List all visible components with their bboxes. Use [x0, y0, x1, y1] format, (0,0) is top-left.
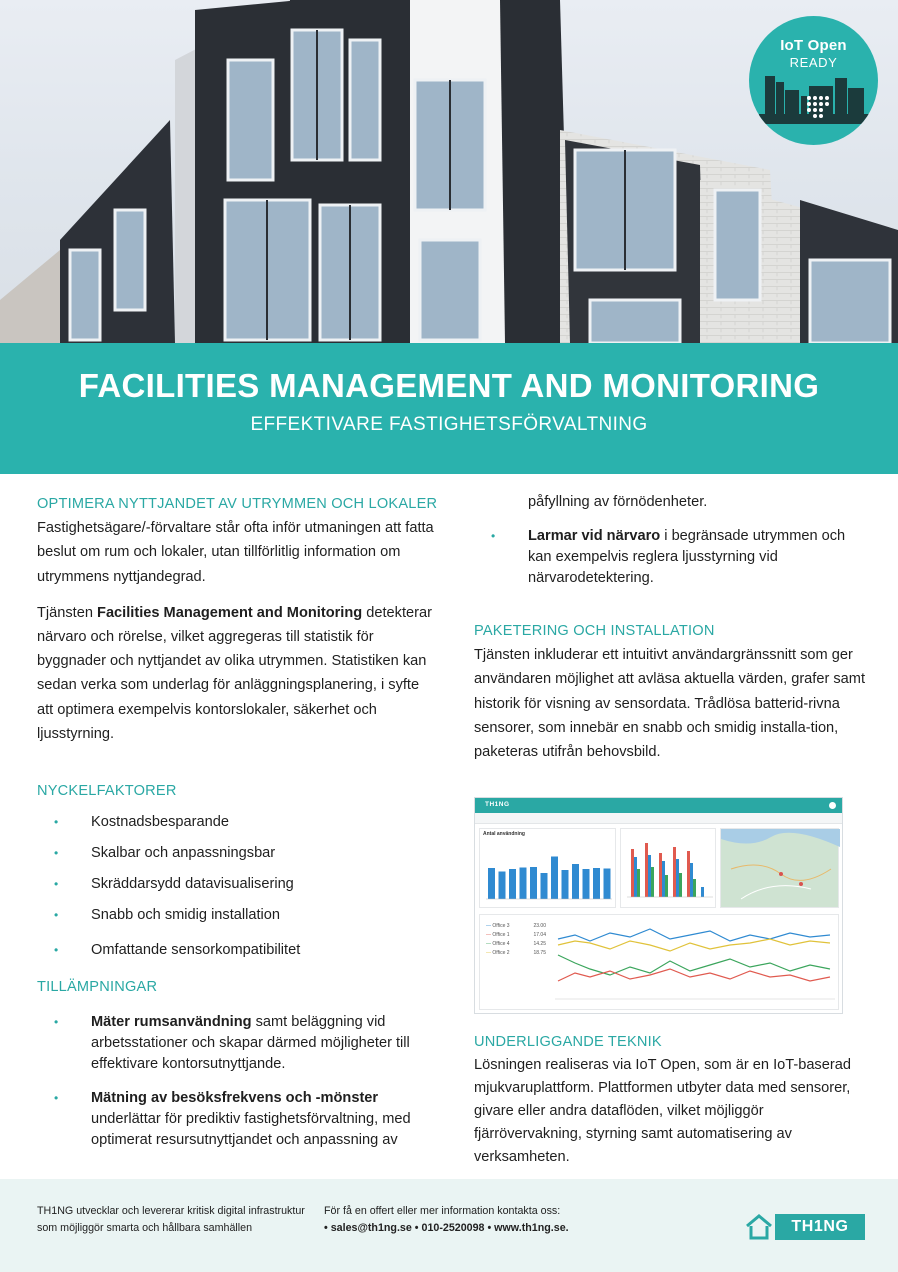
bar-4	[530, 867, 537, 899]
list-item-text: underlättar för prediktiv fastighetsförvaltning, med optimerat resursutnyttjandet och anpassning av	[91, 1111, 411, 1149]
legend-label: Office 3	[492, 923, 510, 929]
dashboard-topbar	[475, 798, 842, 813]
list-item-bold: Larmar vid närvaro	[528, 528, 661, 544]
optimera-paragraph-1: Fastighetsägare/-förvaltare står ofta inför utmaningen att fatta beslut om rum och lokaler, utan tillförlitlig information om utrymmens nyttjandegrad.	[37, 520, 434, 585]
teknik-paragraph: Lösningen realiseras via IoT Open, som är en IoT-baserad mjukvaruplattform. Plattformen utbyter data med sensorer, givare eller andra dataflöden, vilket möjliggör fjärrövervakning, styrning samt automatisering av verksamheten.	[474, 1057, 851, 1166]
section-heading-teknik: UNDERLIGGANDE TEKNIK	[474, 1034, 662, 1050]
title-band	[0, 343, 898, 474]
legend-label: Office 4	[492, 941, 510, 947]
list-item	[37, 1012, 439, 1075]
line-panel	[479, 914, 839, 1010]
legend-label: Office 2	[492, 950, 510, 956]
bar-7	[562, 870, 569, 899]
list-item-bold: Mäter rumsanvändning	[91, 1014, 252, 1031]
bar-10	[593, 868, 600, 899]
list-item-text: Skalbar och anpassningsbar	[91, 845, 276, 862]
list-item	[37, 903, 439, 938]
bar-11	[604, 869, 611, 900]
city-skyline-icon	[749, 16, 878, 145]
legend-item: — Office 2 18.75	[486, 950, 546, 956]
footer-contact-line-1: För få en offert eller mer information kontakta oss:	[324, 1205, 561, 1217]
page-subtitle: EFFEKTIVARE FASTIGHETSFÖRVALTNING	[250, 414, 648, 435]
legend-value: 17.04	[533, 932, 546, 938]
footer-about-line-2: som möjliggör smarta och hållbara samhällen	[37, 1222, 253, 1234]
iot-open-ready-badge	[749, 16, 878, 145]
logo-text: TH1NG	[775, 1214, 865, 1240]
section-heading-nyckel: NYCKELFAKTORER	[37, 783, 177, 800]
section-heading-optimera: OPTIMERA NYTTJANDET AV UTRYMMEN OCH LOKALER	[37, 496, 438, 512]
grouped-bar-panel	[620, 828, 716, 908]
house-icon	[745, 1214, 773, 1240]
bar-chart	[480, 829, 617, 909]
bar-3	[520, 868, 527, 900]
bar-1	[499, 872, 506, 900]
list-item	[37, 872, 439, 903]
footer-about-line-1: TH1NG utvecklar och levererar kritisk digital infrastruktur	[37, 1205, 305, 1217]
bar-2	[509, 869, 516, 899]
footer-about	[37, 1203, 305, 1237]
list-item-text: Omfattande sensorkompatibilitet	[91, 942, 301, 959]
dashboard-screenshot	[474, 797, 843, 1014]
list-item-text: i begränsade utrymmen och kan exempelvis reglera ljusstyrning vid närvarodetektering.	[528, 528, 846, 586]
bullet-icon: •	[54, 877, 59, 892]
legend-value: 14.25	[533, 941, 546, 947]
bar-6	[551, 857, 558, 900]
bar-9	[583, 869, 590, 899]
footer-contact	[324, 1203, 569, 1237]
grouped-bar-chart	[621, 829, 717, 909]
badge-title: IoT Open	[780, 37, 847, 54]
service-name: Facilities Management and Monitoring	[97, 604, 363, 621]
paketering-paragraph: Tjänsten inkluderar ett intuitivt användargränssnitt som ger användaren möjlighet att avläsa aktuella värden, grafer samt historik för visning av sensordata. Trådlösa batterid-rivna sensorer, som innebär en snabb och smidig installa-tion, paketeras utifrån behovsbild.	[474, 647, 866, 761]
badge-subtitle: READY	[789, 55, 838, 70]
bullet-icon: •	[54, 1091, 59, 1106]
bar-panel-title: Antal användning	[483, 831, 525, 837]
list-item	[37, 1088, 439, 1151]
bar-0	[488, 868, 495, 899]
nyckel-list	[37, 810, 439, 969]
hero-image	[0, 0, 898, 343]
list-item-text: Snabb och smidig installation	[91, 907, 281, 924]
legend-label: Office 1	[492, 932, 510, 938]
line-chart	[480, 915, 840, 1011]
bar-8	[572, 864, 579, 899]
legend-value: 23.00	[533, 923, 546, 929]
bar-5	[541, 873, 548, 899]
section-heading-tillampningar: TILLÄMPNINGAR	[37, 979, 158, 996]
list-item-bold: Mätning av besöksfrekvens och -mönster	[91, 1090, 379, 1107]
legend-item: — Office 3 23.00	[486, 923, 546, 929]
legend-item: — Office 4 14.25	[486, 941, 546, 947]
tillampningar-list	[37, 1012, 439, 1151]
optimera-p2-pre: Tjänsten	[37, 604, 98, 621]
list-item	[37, 938, 439, 969]
optimera-p2-post: detekterar närvaro och rörelse, vilket aggregeras till statistik för byggnader och nyttjandet av olika utrymmen. Statistiken kan sedan verka som underlag för anläggningsplanering, i syfte att optimera exempelvis kontorslokaler, säkerhet och ljusstyrning.	[37, 604, 432, 742]
list-item	[37, 841, 439, 872]
bullet-icon: •	[54, 943, 59, 958]
list-item-continuation: påfyllning av förnödenheter.	[528, 494, 708, 510]
map-graphic	[721, 829, 840, 909]
teknik-section	[474, 1030, 868, 1169]
bullet-icon: •	[54, 846, 59, 861]
list-item-text: samt beläggning vid arbetsstationer och skapar därmed möjligheter till effektivare kontorsutnyttjande.	[91, 1014, 410, 1073]
bar-panel	[479, 828, 616, 908]
bullet-icon: •	[54, 815, 59, 830]
list-item	[37, 810, 439, 841]
tillampningar-list-cont	[474, 526, 868, 589]
bullet-icon: •	[491, 529, 496, 543]
right-column	[474, 492, 868, 764]
bullet-icon: •	[54, 1015, 59, 1030]
list-item-text: Kostnadsbesparande	[91, 814, 229, 831]
legend-value: 18.75	[533, 950, 546, 956]
list-item	[474, 526, 868, 589]
list-item-text: Skräddarsydd datavisualisering	[91, 876, 294, 893]
bullet-icon: •	[54, 908, 59, 923]
section-heading-paketering: PAKETERING OCH INSTALLATION	[474, 623, 715, 639]
dashboard-tabs	[475, 813, 842, 824]
footer-contact-line-2[interactable]: • sales@th1ng.se • 010-2520098 • www.th1ng.se.	[324, 1222, 569, 1234]
page-title: FACILITIES MANAGEMENT AND MONITORING	[78, 367, 820, 404]
user-avatar-icon	[829, 802, 836, 809]
left-column	[37, 492, 439, 1151]
map-panel	[720, 828, 839, 908]
dashboard-logo: TH1NG	[485, 801, 510, 808]
optimera-paragraph-2	[37, 601, 439, 746]
legend-item: — Office 1 17.04	[486, 932, 546, 938]
